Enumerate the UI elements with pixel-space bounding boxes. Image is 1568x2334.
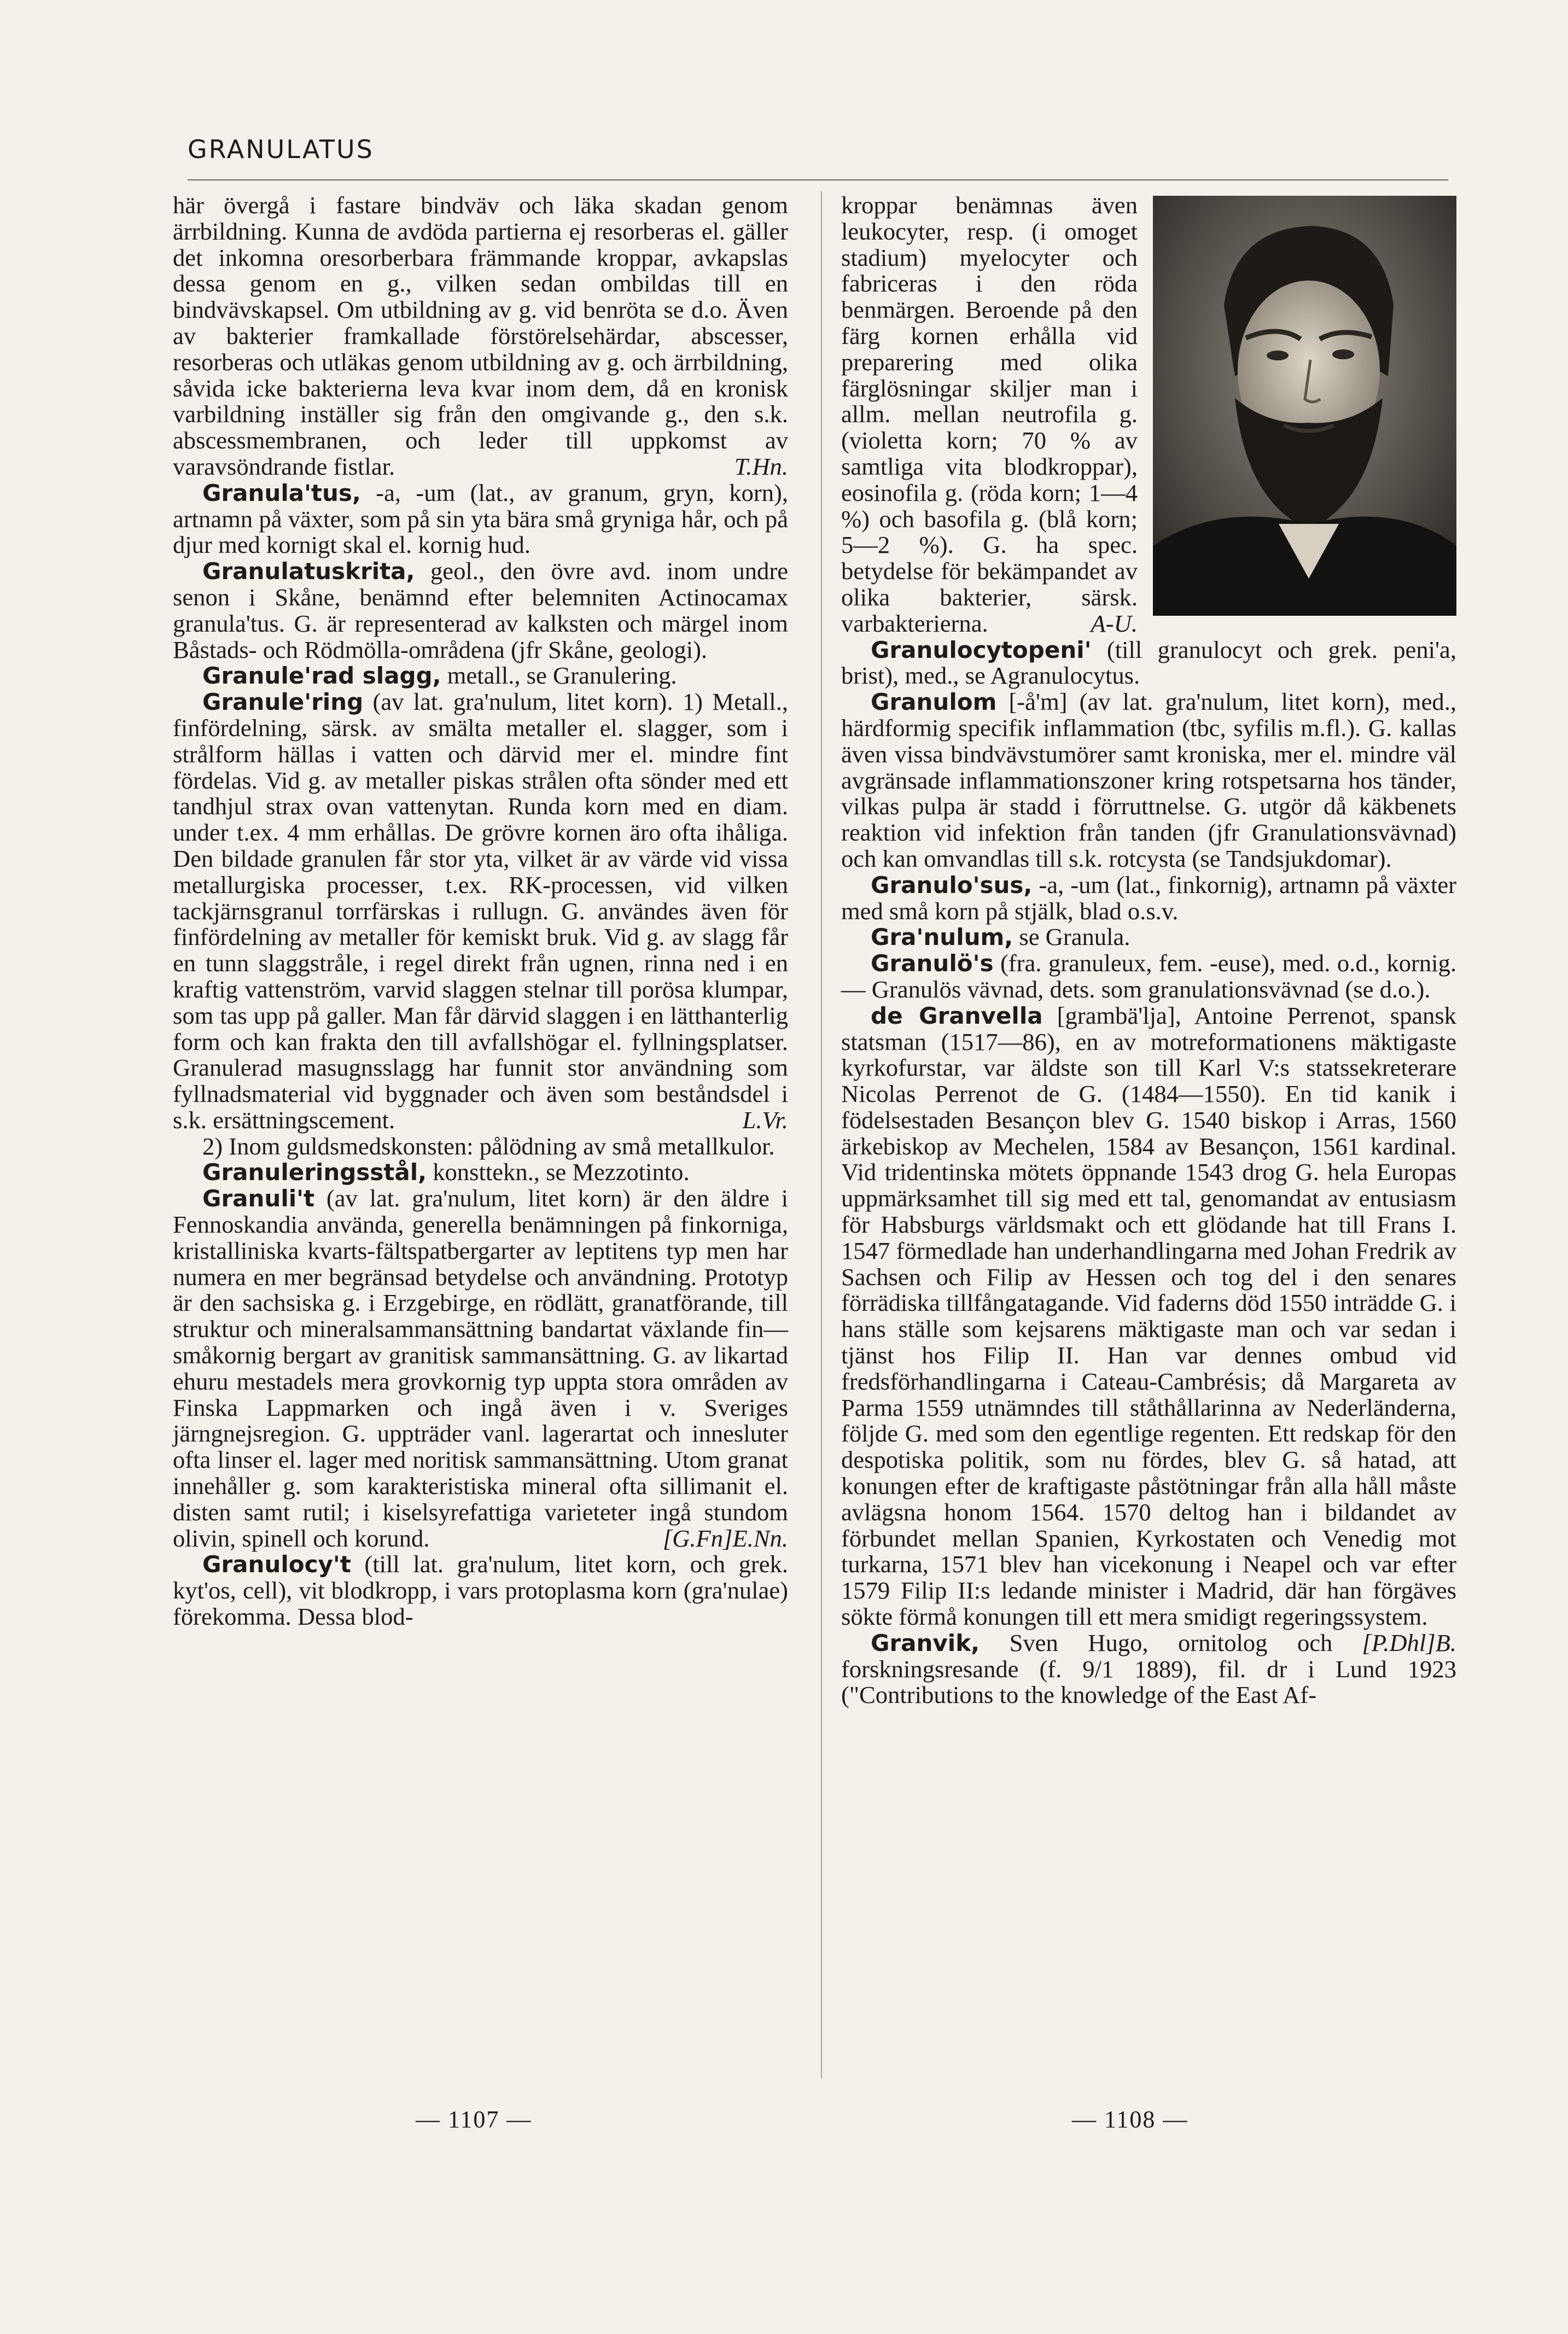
entry-text: [grambä'lja], Antoine Perrenot, spansk statsman (1517—86), en av motreformationens mäktigaste kyrkofurstar, var äldste son till Karl V:s statssekreterare Nicolas Perrenot de G. (1484—1550). En tid kanik i födelsestaden Besançon blev G. 1540 biskop i Arras, 1560 ärkebiskop av Mechelen, 1584 av Besançon, 1561 kardinal. Vid tridentinska mötets öppnande 1543 drog G. hela Europas uppmärksamhet till sig med ett tal, genomandat av entusiasm för Habsburgs världsmakt och ett glödande hat till Frans I. 1547 förmedlade han underhandlingarna med Johan Fredrik av Sachsen och Filip av Hessen och tog del i den senares förrädiska tillfångatagande. Vid faderns död 1550 inträdde G. i hans ställe som kejsarens mäktigaste man och var sedan i tjänst hos Filip II. Han var dennes ombud vid fredsförhandlingarna i Cateau-Cambrésis; då Margareta av Parma 1559 utnämndes till ståthållarinna av Nederländerna, följde G. med som den egentlige regenten. Ett redskap för den despotiska politik, som nu fördes, blev G. så hatad, att konungen efter de kraftigaste påstötningar från alla håll måste avlägsna honom 1564. 1570 deltog han i bildandet av förbundet mellan Spanien, Kyrkostaten och Venedig mot turkarna, 1571 blev han vicekonung i Neapel och var efter 1579 Filip II:s ledande minister i Madrid, där han förgäves sökte förmå konungen till ett mera smidigt regeringssystem. <box>841 1001 1456 1631</box>
entry-headword: Granvik, <box>871 1629 980 1656</box>
dictionary-entry <box>841 872 1456 925</box>
dictionary-entry <box>173 1186 788 1551</box>
dictionary-entry <box>173 689 788 1134</box>
entry-text: -a, -um (lat., finkornig), artnamn på växter med små korn på stjälk, blad o.s.v. <box>841 871 1456 925</box>
entry-headword: Granule'rad slagg, <box>202 662 441 690</box>
header-rule <box>188 179 1448 180</box>
entry-headword: Granulocy't <box>202 1551 351 1578</box>
entry-text: (till lat. gra'nulum, litet korn, och grek. kyt'os, cell), vit blodkropp, i vars protoplasma korn (gra'nulae) förekomma. Dessa blod- <box>173 1550 788 1631</box>
author-signature: L.Vr. <box>742 1106 788 1134</box>
entry-text: konsttekn., se Mezzotinto. <box>427 1158 690 1186</box>
right-column <box>841 192 1456 1708</box>
left-column <box>173 192 788 1630</box>
entry-text: (till granulocyt och grek. peni'a, brist), med., se Agranulocytus. <box>841 635 1456 690</box>
page-number-left: — 1107 — <box>416 2106 532 2133</box>
entry-headword: Granula'tus, <box>202 479 361 506</box>
dictionary-entry <box>173 480 788 558</box>
dictionary-entry <box>173 663 788 689</box>
author-signature: T.Hn. <box>734 452 788 480</box>
entry-text: [-å'm] (av lat. gra'nulum, litet korn), med., härdformig specifik inflammation (tbc, syfilis m.fl.). G. kallas även vissa bindvävstumörer samt kroniska, mer el. mindre väl avgränsade inflammationszoner kring rotspetsarna hos tänder, vilkas pulpa är stadd i förruttnelse. G. utgör då käkbenets reaktion vid infektion från tanden (jfr Granulationsvävnad) och kan omvandlas till s.k. rotcysta (se Tandsjukdomar). <box>841 688 1456 872</box>
entry-text: 2) Inom guldsmedskonsten: pålödning av små metallkulor. <box>202 1132 775 1160</box>
dictionary-entry <box>173 1159 788 1186</box>
running-head: GRANULATUS <box>188 135 374 164</box>
entry-headword: Granulocytopeni' <box>871 636 1092 663</box>
dictionary-entry <box>173 558 788 663</box>
author-signature: [G.Fn]E.Nn. <box>662 1524 788 1552</box>
entry-headword: Granulom <box>871 688 997 716</box>
dictionary-entry <box>173 1551 788 1630</box>
entry-text: (av lat. gra'nulum, litet korn) är den äldre i Fennoskandia använda, generella benämningen på finkorniga, kristalliniska kvarts-fältspatbergarter av leptitens typ men har numera en mer begränsad betydelse och användning. Prototyp är den sachsiska g. i Erzgebirge, en rödlätt, granatförande, till struktur och mineralsammansättning bandartat växlande fin—småkornig bergart av granitisk sammansättning. G. av likartad ehuru mestadels mera grovkornig typ uppta stora områden av Finska Lappmarken och ingå även i v. Sveriges järngnejsregion. G. uppträder vanl. lagerartat och innesluter ofta linser el. lager med noritisk sammansättning. Utom granat innehåller g. som karakteristiska mineral ofta sillimanit el. disten samt rutil; i kiselsyrefattiga varieteter ingå stundom olivin, spinell och korund. <box>173 1184 788 1552</box>
page-number-right: — 1108 — <box>1072 2106 1188 2133</box>
entry-text: geol., den övre avd. inom undre senon i Skåne, benämnd efter belemniten Actinocamax granula'tus. G. är representerad av kalksten och märgel inom Båstads- och Rödmölla-områdena (jfr Skåne, geologi). <box>173 557 788 663</box>
entry-headword: Granulo'sus, <box>871 871 1033 898</box>
author-signature: [P.Dhl]B. <box>1362 1629 1456 1656</box>
entry-headword: de Granvella <box>871 1002 1043 1029</box>
entry-headword: Granuleringsstål, <box>202 1159 427 1186</box>
entry-headword: Granule'ring <box>202 688 364 716</box>
dictionary-entry <box>841 689 1456 872</box>
portrait-image <box>1153 196 1456 616</box>
author-signature: A-U. <box>1091 609 1138 637</box>
entry-text: här övergå i fastare bindväv och läka skadan genom ärrbildning. Kunna de avdöda partierna ej resorberas el. gäller det inkomna oresorberbara främmande kroppar, avkapslas dessa genom en g., vilken sedan ombildas till en bindvävskapsel. Om utbildning av g. vid benröta se d.o. Även av bakterier framkallade förstörelsehärdar, abscesser, resorberas och utläkas genom utbildning av g. och ärrbildning, såvida icke bakterierna leva kvar inom dem, då en kronisk varbildning inställer sig från den omgivande g., den s.k. abscessmembranen, och leder till uppkomst av varavsöndrande fistlar. <box>173 191 788 480</box>
entry-text: metall., se Granulering. <box>441 662 677 690</box>
dictionary-entry <box>173 1134 788 1160</box>
entry-text: kroppar benämnas även leukocyter, resp. (i omoget stadium) myelocyter och fabriceras i den röda benmärgen. Beroende på den färg kornen erhålla vid preparering med olika färglösningar skiljer man i allm. mellan neutrofila g. (violetta korn; 70 % av samtliga vita blodkroppar), eosinofila g. (röda korn; 1—4 %) och basofila g. (blå korn; 5—2 %). G. ha spec. betydelse för bekämpandet av olika bakterier, särsk. varbakterierna. <box>841 191 1138 637</box>
entry-headword: Granulatuskrita, <box>202 558 415 585</box>
entry-text: se Granula. <box>1013 923 1130 951</box>
entry-text: Sven Hugo, ornitolog och forskningsresande (f. 9/1 1889), fil. dr i Lund 1923 ("Contributions to the knowledge of the East Af- <box>841 1629 1456 1709</box>
dictionary-entry <box>173 192 788 480</box>
dictionary-entry <box>841 637 1456 690</box>
entry-text: -a, -um (lat., av granum, gryn, korn), artnamn på växter, som på sin yta bära små gryniga hår, och på djur med kornigt skal el. kornig hud. <box>173 479 788 559</box>
entry-headword: Granulö's <box>871 950 994 977</box>
dictionary-entry <box>841 924 1456 950</box>
dictionary-entry <box>841 950 1456 1003</box>
entry-text: (fra. granuleux, fem. -euse), med. o.d., kornig. — Granulös vävnad, dets. som granulationsvävnad (se d.o.). <box>841 949 1456 1003</box>
column-rule <box>821 191 822 2078</box>
entry-headword: Granuli't <box>202 1185 315 1212</box>
entry-headword: Gra'nulum, <box>871 924 1013 951</box>
entry-text: (av lat. gra'nulum, litet korn). 1) Metall., finfördelning, särsk. av smälta metaller el. slagger, som i strålform hällas i vatten och därvid mer el. mindre fint fördelas. Vid g. av metaller piskas strålen ofta sönder med ett tandhjul strax ovan vattenytan. Runda korn med en diam. under t.ex. 4 mm erhållas. De grövre kornen äro ofta ihåliga. Den bildade granulen får stor yta, vilket är av värde vid vissa metallurgiska processer, t.ex. RK-processen, vid vilken tackjärnsgranul torrfärskas i rullugn. G. användes även för finfördelning av metaller för kemiskt bruk. Vid g. av slagg får en tunn slaggstråle, i regel direkt från ugnen, rinna ned i en kraftig vattenström, varvid slaggen stelnar till porösa klumpar, som tas upp på galler. Man får därvid slaggen i en lätthanterlig form och kan frakta den till avfallshögar el. fyllningsplatser. Granulerad masugnsslagg har funnit stor användning som fyllnadsmaterial vid byggnader och även som beståndsdel i s.k. ersättningscement. <box>173 688 788 1134</box>
